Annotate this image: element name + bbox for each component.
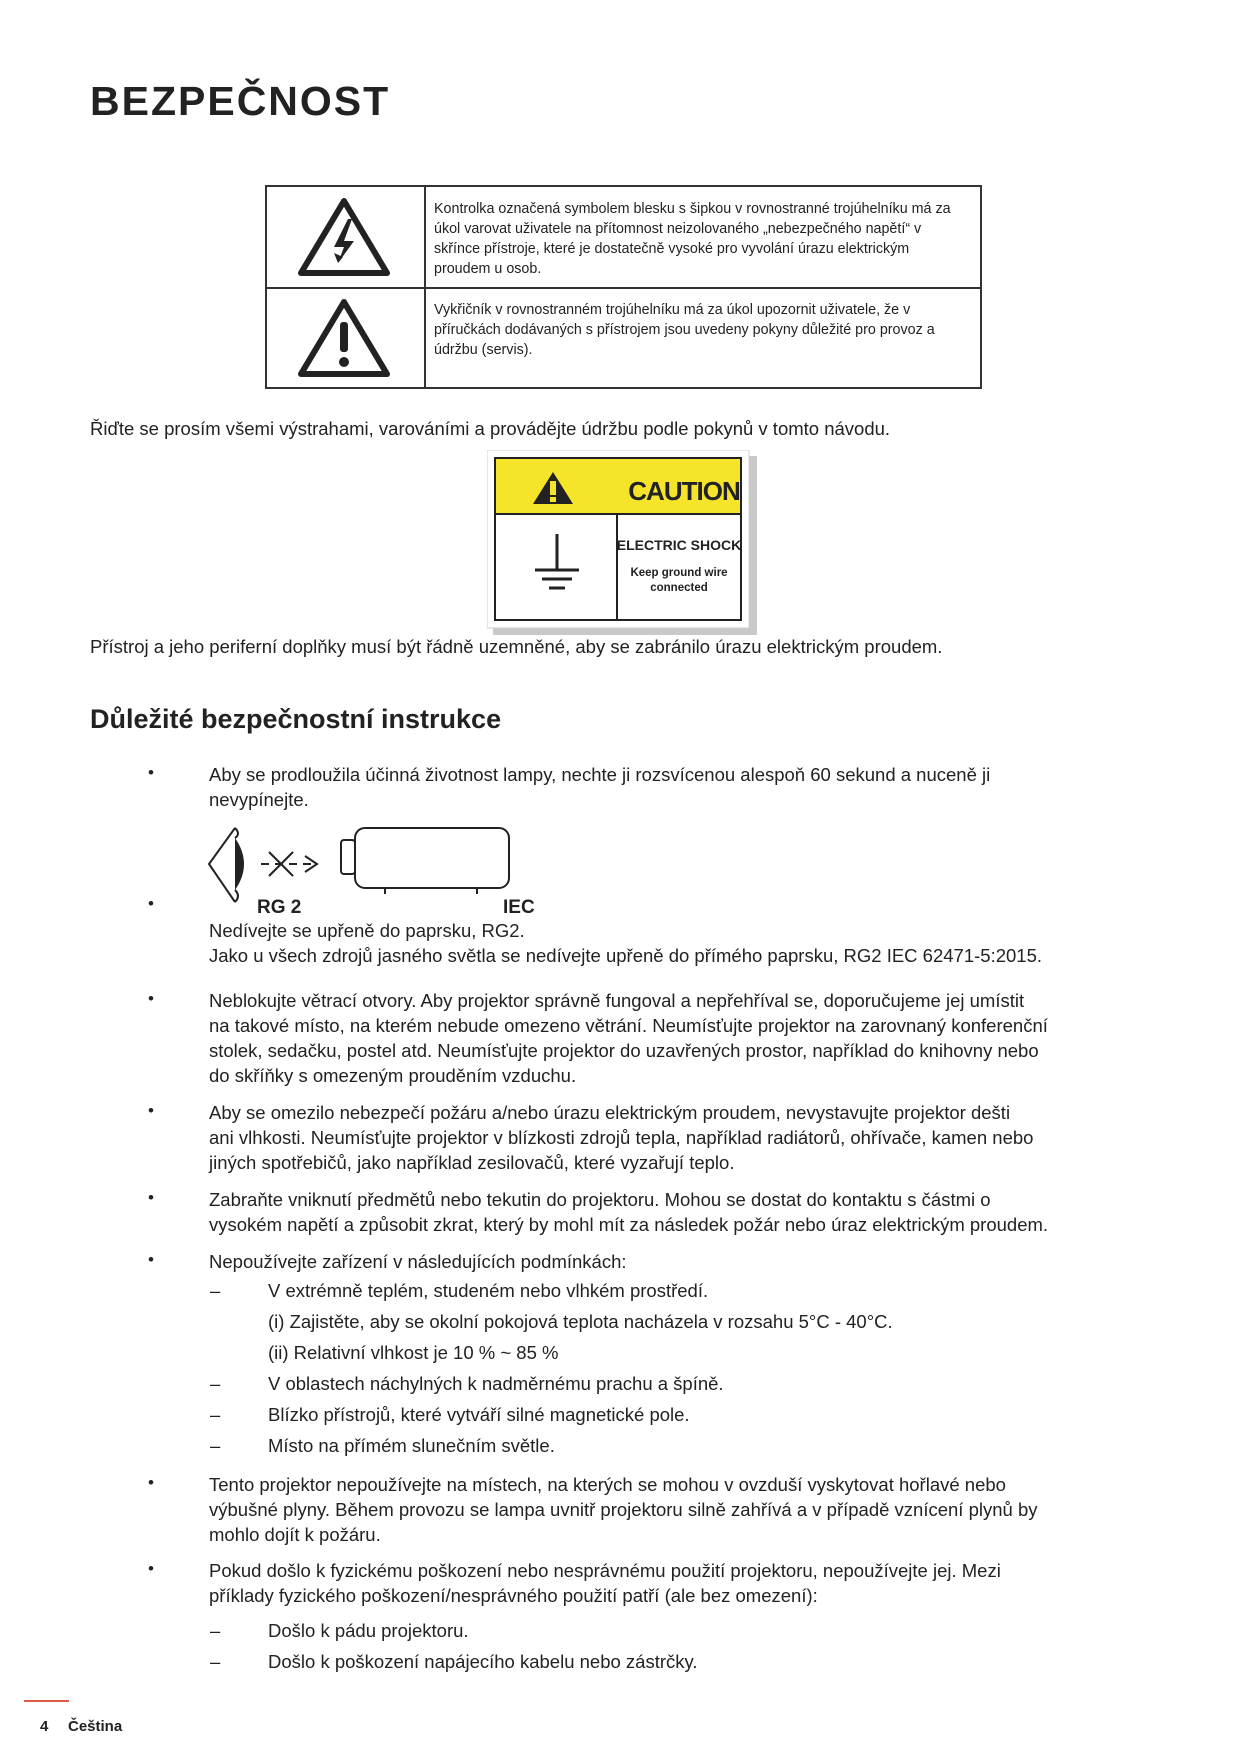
symbol-description: Kontrolka označená symbolem blesku s šipkou v rovnostranné trojúhelníku má za úkol varovat uživatele na přítomnost neizolovaného „nebezpečného napětí“ v skřínce přístroje, které je dostatečně vysoké pro vyvolání úrazu elektrickým proudem u osob. — [434, 201, 951, 277]
eye-icon — [209, 828, 235, 902]
sub-item: Došlo k poškození napájecího kabelu nebo zástrčky. — [268, 1651, 698, 1672]
section-heading: Důležité bezpečnostní instrukce — [90, 704, 502, 734]
footer-accent-line — [24, 1700, 69, 1702]
sub-item: (i) Zajistěte, aby se okolní pokojová teplota nacházela v rozsahu 5°C - 40°C. — [268, 1311, 893, 1332]
dash: – — [210, 1373, 221, 1394]
dash: – — [210, 1651, 221, 1672]
symbol-row — [267, 288, 980, 388]
intro-paragraph: Řiďte se prosím všemi výstrahami, varováními a provádějte údržbu podle pokynů v tomto návodu. — [90, 418, 891, 439]
ground-paragraph: Přístroj a jeho periferní doplňky musí být řádně uzemněné, aby se zabránilo úrazu elektrickým proudem. — [90, 636, 943, 657]
sub-item: V extrémně teplém, studeném nebo vlhkém prostředí. — [268, 1280, 709, 1301]
list-item: Nepoužívejte zařízení v následujících podmínkách: — [209, 1251, 627, 1272]
caution-line-2: connected — [650, 582, 708, 594]
list-item: Zabraňte vniknutí předmětů nebo tekutin do projektoru. Mohou se dostat do kontaktu s částmi o vysokém napětí a způsobit zkrat, který by mohl mít za následek požár nebo úraz elektrickým proudem. — [209, 1189, 1049, 1235]
symbol-row — [267, 187, 980, 289]
bullet: • — [148, 1250, 154, 1269]
projector-icon — [341, 828, 509, 894]
rg2-label: RG 2 — [257, 897, 302, 918]
rg2-figure — [205, 826, 575, 918]
iec-label: IEC — [503, 897, 535, 918]
electric-shock-title: ELECTRIC SHOCK — [616, 537, 742, 553]
list-item: Tento projektor nepoužívejte na místech, na kterých se mohou v ovzduší vyskytovat hořlavé nebo výbušné plyny. Během provozu se lampa uvnitř projektoru silně zahřívá a v případě vznícení plynů by mohlo dojít k požáru. — [209, 1474, 1038, 1545]
sub-item: V oblastech náchylných k nadměrnému prachu a špíně. — [268, 1373, 724, 1394]
dash: – — [210, 1280, 221, 1301]
list-item: Aby se omezilo nebezpečí požáru a/nebo úrazu elektrickým proudem, nevystavujte projektor dešti ani vlhkosti. Neumísťujte projektor v blízkosti zdrojů tepla, například radiátorů, ohřívače, kamen nebo jiných spotřebičů, jako například zesilovačů, které vyzařují teplo. — [209, 1102, 1034, 1173]
bullet: • — [148, 894, 154, 913]
symbol-icon-cell — [267, 288, 426, 388]
list-item: Nedívejte se upřeně do paprsku, RG2. Jako u všech zdrojů jasného světla se nedívejte upřeně do přímého paprsku, RG2 IEC 62471-5:2015. — [209, 920, 1043, 966]
dash: – — [210, 1435, 221, 1456]
bullet: • — [148, 1473, 154, 1492]
symbol-description: Vykřičník v rovnostranném trojúhelníku má za úkol upozornit uživatele, že v příručkách dodávaných s přístrojem jsou uvedeny pokyny důležité pro provoz a údržbu (servis). — [434, 302, 935, 358]
page-title: BEZPEČNOST — [90, 78, 391, 124]
bullet: • — [148, 763, 154, 782]
list-item: Aby se prodloužila účinná životnost lampy, nechte ji rozsvícenou alespoň 60 sekund a nuceně ji nevypínejte. — [209, 764, 991, 810]
caution-header-text: CAUTION — [628, 476, 740, 506]
list-item: Neblokujte větrací otvory. Aby projektor správně fungoval a nepřehříval se, doporučujeme jej umístit na takové místo, na kterém nebude omezeno větrání. Neumísťujte projektor na zarovnaný konferenční stolek, sedačku, postel atd. Neumísťujte projektor do uzavřených prostor, například do knihovny nebo do skříňky s omezeným prouděním vzduchu. — [209, 990, 1048, 1086]
list-item: Pokud došlo k fyzickému poškození nebo nesprávnému použití projektoru, nepoužívejte jej. Mezi příklady fyzického poškození/nesprávného použití patří (ale bez omezení): — [209, 1560, 1001, 1606]
caution-line-1: Keep ground wire — [630, 567, 728, 579]
bullet: • — [148, 1101, 154, 1120]
footer-language: Čeština — [68, 1718, 123, 1735]
bullet: • — [148, 1559, 154, 1578]
bullet: • — [148, 1188, 154, 1207]
sub-item: Místo na přímém slunečním světle. — [268, 1435, 555, 1456]
symbol-icon-cell — [267, 187, 426, 287]
sub-item: (ii) Relativní vlhkost je 10 % ~ 85 % — [268, 1342, 559, 1363]
dash: – — [210, 1404, 221, 1425]
dash: – — [210, 1620, 221, 1641]
bullet: • — [148, 989, 154, 1008]
no-stare-arrow-icon — [261, 852, 317, 876]
sub-item: Blízko přístrojů, které vytváří silné magnetické pole. — [268, 1404, 690, 1425]
symbol-table — [265, 185, 982, 389]
exclamation-warning-icon — [297, 298, 391, 378]
page-number: 4 — [40, 1718, 49, 1735]
sub-item: Došlo k pádu projektoru. — [268, 1620, 469, 1641]
lightning-warning-icon — [297, 197, 391, 277]
caution-label — [487, 450, 757, 635]
